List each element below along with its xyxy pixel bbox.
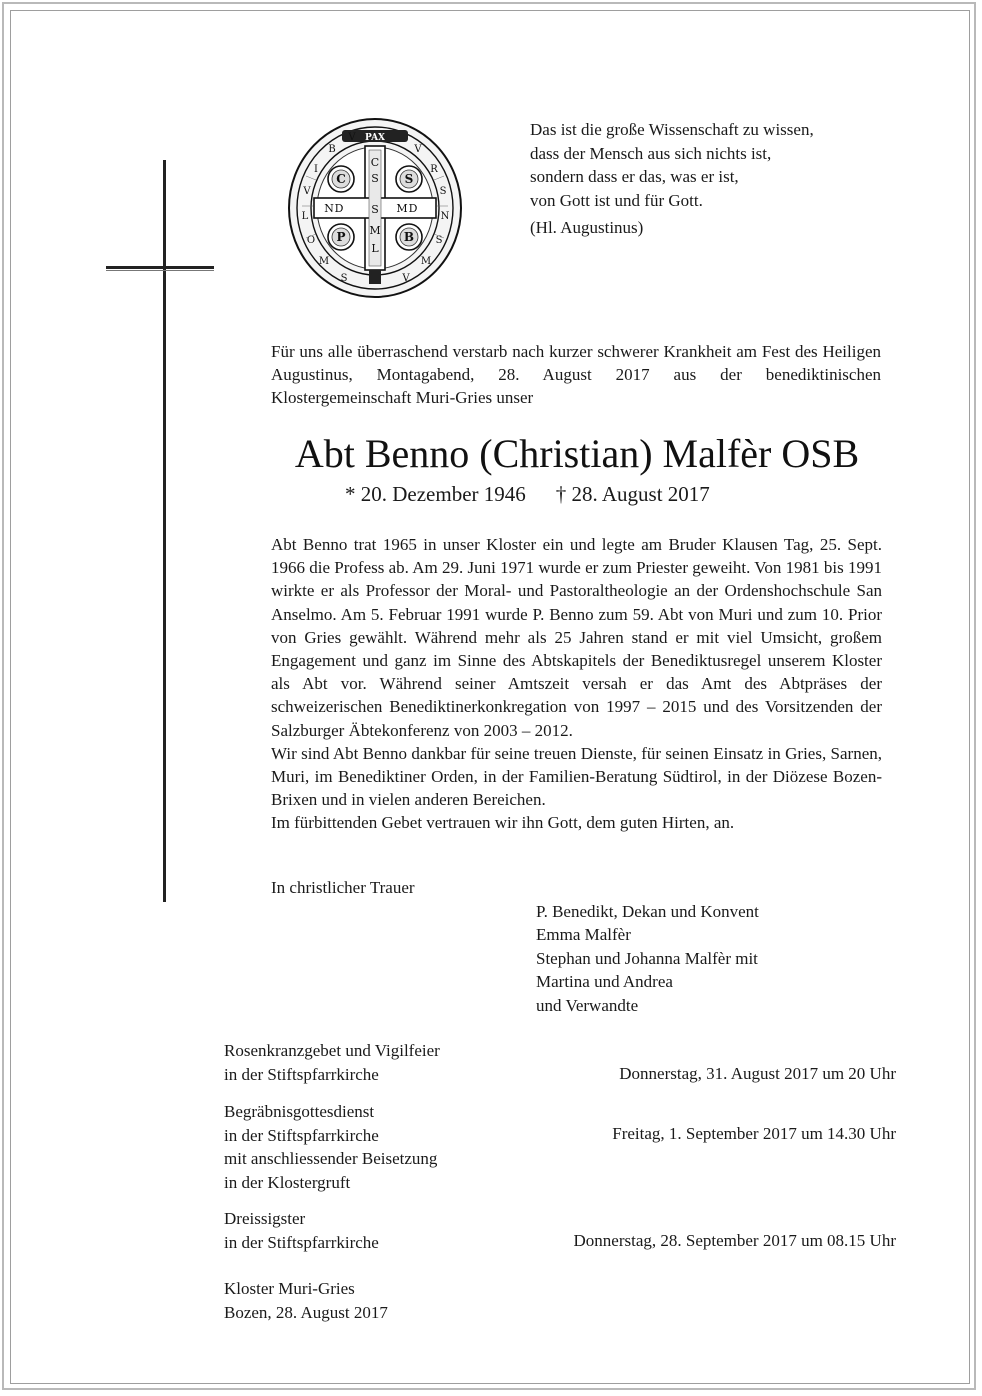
biography-paragraph: Wir sind Abt Benno dankbar für seine treuen Dienste, für seinen Einsatz in Gries, Sarnen, Muri, im Benediktiner Orden, in der Familien-Beratung Südtirol, in der Diözese Bozen-Brixen und in vielen anderen Bereichen. xyxy=(271,743,882,810)
event-label-line: Rosenkranzgebet und Vigilfeier xyxy=(224,1041,440,1060)
quote-line: dass der Mensch aus sich nichts ist, xyxy=(530,143,772,163)
biography xyxy=(271,533,882,835)
medal-letter: L xyxy=(371,242,379,255)
mourner: P. Benedikt, Dekan und Konvent xyxy=(536,902,759,921)
quote-line: sondern dass er das, was er ist, xyxy=(530,167,739,186)
event-vigil xyxy=(224,1039,896,1087)
event-label-line: in der Stiftspfarrkirche xyxy=(224,1064,379,1084)
medal-letter: S xyxy=(371,203,379,216)
event-label-line: in der Klostergruft xyxy=(224,1172,351,1192)
medal-corner: P xyxy=(336,230,346,244)
medal-rim-letter: O xyxy=(306,235,316,246)
medal-letter: N xyxy=(324,202,334,215)
medal-rim-letter: N xyxy=(440,211,450,222)
life-dates xyxy=(345,480,710,508)
medal-rim-letter: I xyxy=(314,164,318,175)
quote-line: von Gott ist und für Gott. xyxy=(530,190,703,210)
medal-letter: M xyxy=(369,224,381,237)
cross-icon-horizontal xyxy=(106,266,214,269)
medal-rim-letter: S xyxy=(435,235,443,246)
event-thirtieth xyxy=(224,1207,896,1255)
quote-attribution: (Hl. Augustinus) xyxy=(530,218,644,237)
footer-date: Bozen, 28. August 2017 xyxy=(224,1302,388,1322)
event-time: Donnerstag, 31. August 2017 um 20 Uhr xyxy=(619,1064,896,1083)
medal-letter: S xyxy=(371,172,379,185)
medal-letter: C xyxy=(370,156,380,169)
medal-rim-letter: R xyxy=(430,164,438,175)
biography-paragraph: Abt Benno trat 1965 in unser Kloster ein und legte am Bruder Klausen Tag, 25. Sept. 1966 die Profess ab. Am 29. Juni 1971 wurde er zum Priester geweiht. Von 1981 bis 1991 wirkte er als Professor der Moral- und Pastoraltheologie an der Ordenshochschule San Anselmo. Am 5. Februar 1991 wurde P. Benno zum 59. Abt von Muri und zum 10. Prior von Gries gewählt. Während mehr als 25 Jahren stand er mit viel Umsicht, großem Engagement und ganz im Sinne des Abtskapitels der Benediktusregel unserem Kloster als Abt vor. Während seiner Amtszeit versah er das Amt des Abtpräses der schweizerischen Benediktinerkonkregation von 1997 – 2015 und des Vorsitzenden der Salzburger Äbtekonferenz von 2003 – 2012. xyxy=(271,535,882,740)
event-label-line: in der Stiftspfarrkirche xyxy=(224,1125,379,1145)
medal-corner: B xyxy=(403,230,415,244)
event-label xyxy=(224,1100,437,1194)
biography-paragraph: Im fürbittenden Gebet vertrauen wir ihn Gott, dem guten Hirten, an. xyxy=(271,813,735,833)
footer xyxy=(224,1277,388,1324)
event-label-line: Dreissigster xyxy=(224,1209,306,1228)
event-label xyxy=(224,1207,379,1254)
event-label xyxy=(224,1039,440,1086)
medal-rim-letter: L xyxy=(301,211,309,222)
mourners-list xyxy=(536,900,759,1017)
medal-rim-letter: V xyxy=(348,132,356,143)
mourning-heading: In christlicher Trauer xyxy=(271,878,415,897)
event-label-line: in der Stiftspfarrkirche xyxy=(224,1232,379,1252)
medal-rim-letter: S xyxy=(340,273,348,284)
event-label-line: mit anschliessender Beisetzung xyxy=(224,1149,438,1168)
medal-letter: D xyxy=(334,202,344,215)
deceased-name: Abt Benno (Christian) Malfèr OSB xyxy=(294,431,860,476)
mourner: Stephan und Johanna Malfèr mit xyxy=(536,948,758,968)
medal-pax: PAX xyxy=(364,133,386,143)
medal-rim-letter: S xyxy=(439,186,447,197)
medal-rim-letter: V xyxy=(303,186,311,197)
augustinus-quote xyxy=(530,118,814,240)
medal-rim-letter: V xyxy=(414,144,422,155)
quote-line: Das ist die große Wissenschaft zu wissen, xyxy=(530,120,814,139)
event-time: Freitag, 1. September 2017 um 14.30 Uhr xyxy=(612,1124,896,1143)
death-announcement-intro: Für uns alle überraschend verstarb nach kurzer schwerer Krankheit am Fest des Heiligen Augustinus, Montagabend, 28. August 2017 aus der benediktinischen Klostergemeinschaft Muri-Gries unser xyxy=(271,342,881,407)
mourner: Martina und Andrea xyxy=(536,972,673,992)
medal-letter: M xyxy=(396,202,408,215)
benedict-medal-icon xyxy=(286,116,464,300)
medal-corner: C xyxy=(336,172,346,186)
medal-rim-letter: M xyxy=(420,256,432,267)
footer-place: Kloster Muri-Gries xyxy=(224,1279,355,1298)
medal-rim-letter: M xyxy=(318,256,330,267)
event-funeral-mass xyxy=(224,1100,896,1194)
mourner: und Verwandte xyxy=(536,995,639,1015)
medal-letter: D xyxy=(408,202,418,215)
mourner: Emma Malfèr xyxy=(536,925,631,945)
birth-date: * 20. Dezember 1946 xyxy=(345,482,526,506)
medal-rim-letter: B xyxy=(328,144,336,155)
cross-icon-vertical xyxy=(163,160,166,902)
event-label-line: Begräbnisgottesdienst xyxy=(224,1102,375,1121)
medal-rim-letter: V xyxy=(402,273,410,284)
medal-corner: S xyxy=(404,172,414,186)
event-time: Donnerstag, 28. September 2017 um 08.15 Uhr xyxy=(573,1231,896,1250)
death-date: † 28. August 2017 xyxy=(555,482,710,506)
